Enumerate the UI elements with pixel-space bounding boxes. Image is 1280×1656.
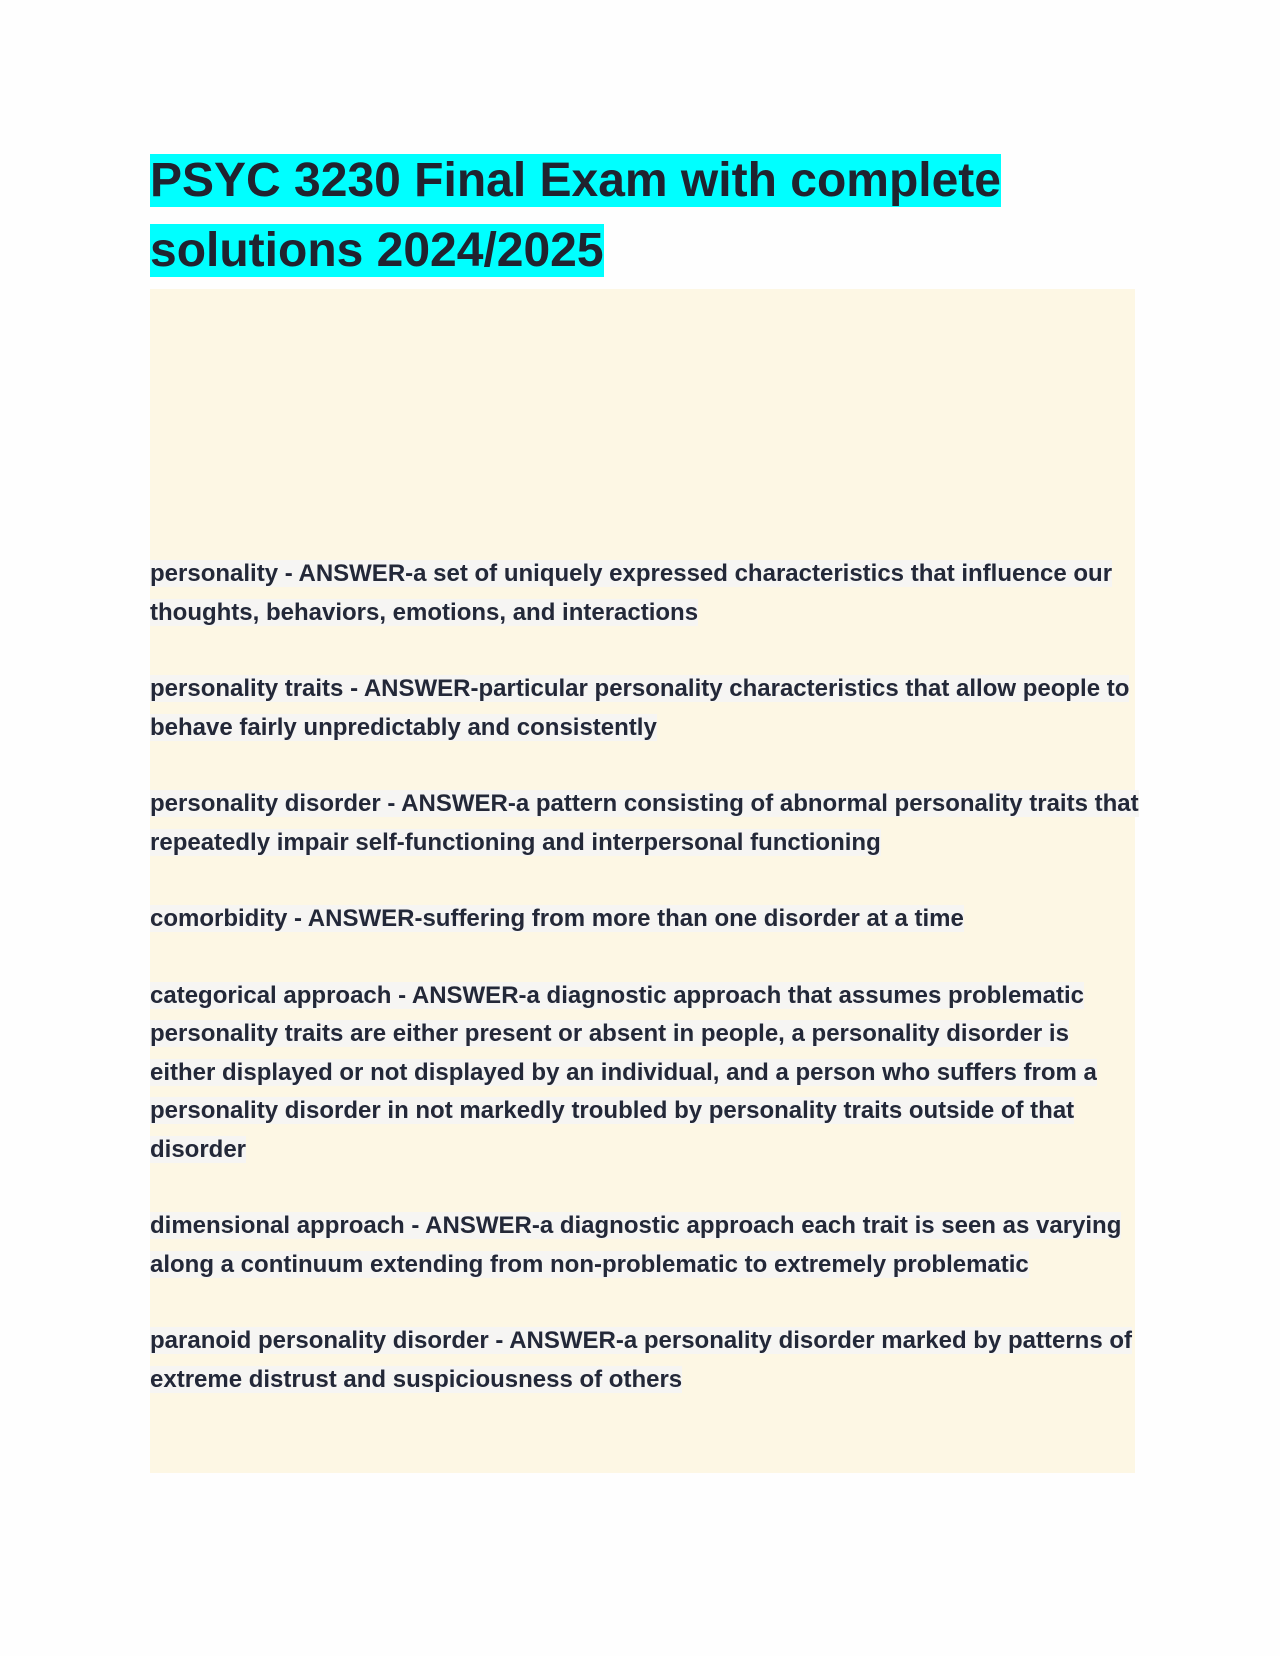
page-title-text: PSYC 3230 Final Exam with complete solutions 2024/2025 xyxy=(150,154,1001,277)
qa-term: categorical approach xyxy=(150,981,392,1009)
qa-definition: suffering from more than one disorder at a time xyxy=(422,905,964,932)
qa-separator: - ANSWER- xyxy=(278,560,414,587)
qa-entry-paranoid-personality-disorder xyxy=(150,1322,1140,1399)
qa-entry-personality-disorder xyxy=(150,785,1140,862)
qa-definition: a personality disorder marked by patterns of extreme distrust and suspiciousness of others xyxy=(150,1327,1132,1393)
qa-term: dimensional approach xyxy=(150,1212,405,1239)
qa-entry-comorbidity xyxy=(150,900,1140,939)
qa-term: paranoid personality disorder xyxy=(150,1327,489,1354)
qa-list xyxy=(150,555,1140,1437)
qa-definition: a set of uniquely expressed characteristics that influence our thoughts, behaviors, emotions, and interactions xyxy=(150,560,1113,626)
qa-entry-personality-traits xyxy=(150,670,1140,747)
page-title xyxy=(150,146,1050,286)
qa-definition: particular personality characteristics that allow people to behave fairly unpredictably and consistently xyxy=(150,675,1130,741)
qa-entry-dimensional-approach xyxy=(150,1207,1140,1284)
qa-term: comorbidity xyxy=(150,905,288,932)
qa-separator: - ANSWER- xyxy=(343,675,479,702)
qa-entry-personality xyxy=(150,555,1140,632)
qa-term: personality disorder xyxy=(150,790,381,817)
qa-separator: - ANSWER- xyxy=(404,1212,540,1239)
qa-separator: - ANSWER- xyxy=(488,1327,624,1354)
qa-separator: - ANSWER- xyxy=(391,981,527,1009)
qa-entry-categorical-approach xyxy=(150,977,1140,1170)
qa-definition: a diagnostic approach that assumes problematic personality traits are either present or absent in people, a personality disorder is either displayed or not displayed by an individual, and a person who suffers from a personality disorder in not markedly troubled by personality traits outside of that disorder xyxy=(150,981,1097,1163)
qa-term: personality traits xyxy=(150,675,344,702)
qa-term: personality xyxy=(150,560,279,587)
qa-separator: - ANSWER- xyxy=(380,790,516,817)
qa-separator: - ANSWER- xyxy=(287,905,423,932)
qa-definition: a diagnostic approach each trait is seen as varying along a continuum extending from non-problematic to extremely problematic xyxy=(150,1212,1122,1278)
qa-definition: a pattern consisting of abnormal personality traits that repeatedly impair self-functioning and interpersonal functioning xyxy=(150,790,1139,856)
